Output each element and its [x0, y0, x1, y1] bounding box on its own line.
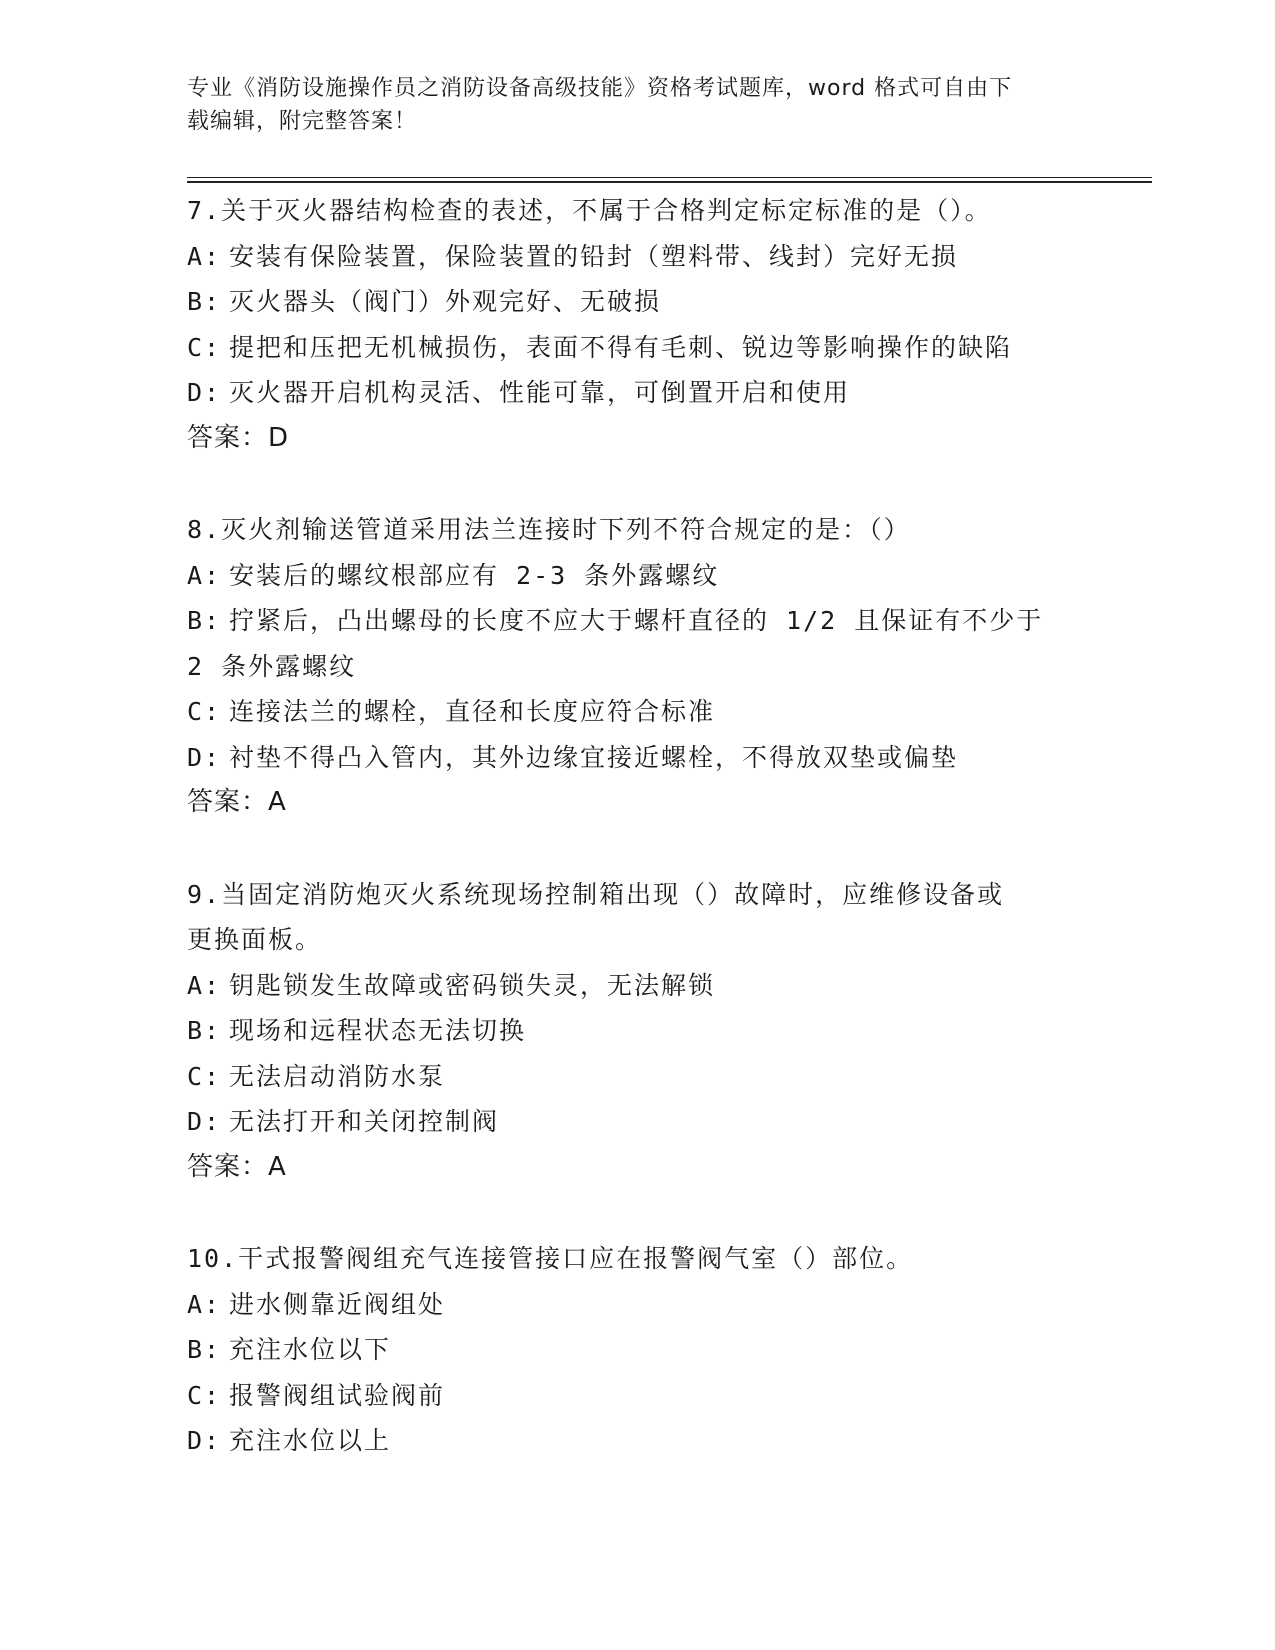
- option-letter: A:: [187, 560, 222, 590]
- answer-option: [187, 1282, 1077, 1328]
- answer-option: [187, 370, 1077, 416]
- option-letter: C:: [187, 697, 222, 726]
- answer-option: [187, 1373, 1077, 1419]
- answer-option: [187, 325, 1077, 371]
- option-text: 钥匙锁发生故障或密码锁失灵，无法解锁: [229, 970, 716, 1000]
- answer-key: 答案：A: [187, 1151, 287, 1182]
- option-letter: D:: [187, 1426, 222, 1455]
- answer-option: [187, 553, 1077, 599]
- question-stem: 9.当固定消防炮灭火系统现场控制箱出现（）故障时，应维修设备或: [187, 879, 1005, 909]
- header-line-2: 载编辑，附完整答案！: [187, 109, 418, 134]
- header-line-1: 专业《消防设施操作员之消防设备高级技能》资格考试题库，word 格式可自由下: [187, 76, 1013, 101]
- answer-option: [187, 1054, 1077, 1100]
- option-text: 拧紧后，凸出螺母的长度不应大于螺杆直径的 1/2 且保证有不少于: [229, 606, 1044, 635]
- option-text: 安装有保险装置，保险装置的铅封（塑料带、线封）完好无损: [229, 241, 959, 271]
- option-letter: D:: [187, 1107, 222, 1136]
- answer-key: 答案：D: [187, 422, 290, 453]
- option-text: 衬垫不得凸入管内，其外边缘宜接近螺栓，不得放双垫或偏垫: [229, 742, 959, 772]
- option-letter: A:: [187, 970, 222, 1000]
- option-letter: C:: [187, 332, 222, 362]
- option-text-continuation: 2 条外露螺纹: [187, 651, 357, 681]
- option-text: 无法打开和关闭控制阀: [229, 1107, 500, 1136]
- option-letter: B:: [187, 1016, 222, 1045]
- question-stem: 10.干式报警阀组充气连接管接口应在报警阀气室（）部位。: [187, 1244, 914, 1273]
- answer-option: [187, 1099, 1077, 1145]
- option-text: 现场和远程状态无法切换: [229, 1016, 527, 1045]
- option-letter: B:: [187, 287, 222, 316]
- option-text: 灭火器开启机构灵活、性能可靠，可倒置开启和使用: [229, 378, 851, 407]
- option-letter: A:: [187, 1289, 222, 1319]
- option-text: 连接法兰的螺栓，直径和长度应符合标准: [229, 697, 716, 726]
- option-letter: B:: [187, 1335, 222, 1364]
- option-text: 充注水位以下: [229, 1335, 392, 1364]
- answer-option: [187, 279, 1077, 325]
- answer-option: [187, 1418, 1077, 1464]
- question-stem: 更换面板。: [187, 925, 323, 954]
- answer-option: [187, 1008, 1077, 1054]
- answer-option: [187, 689, 1077, 735]
- question-stem: 8.灭火剂输送管道采用法兰连接时下列不符合规定的是：（）: [187, 515, 911, 544]
- option-letter: D:: [187, 378, 222, 407]
- option-letter: B:: [187, 606, 222, 635]
- option-text: 提把和压把无机械损伤，表面不得有毛刺、锐边等影响操作的缺陷: [229, 332, 1013, 362]
- question-block: [187, 507, 1077, 826]
- option-text: 报警阀组试验阀前: [229, 1380, 446, 1410]
- option-letter: C:: [187, 1380, 222, 1410]
- answer-key: 答案：A: [187, 787, 287, 817]
- answer-option: [187, 1327, 1077, 1373]
- option-text: 进水侧靠近阀组处: [229, 1289, 446, 1319]
- question-list: [187, 188, 1077, 1510]
- option-text: 灭火器头（阀门）外观完好、无破损: [229, 287, 662, 316]
- option-text: 安装后的螺纹根部应有 2-3 条外露螺纹: [229, 560, 720, 590]
- option-text: 充注水位以上: [229, 1426, 392, 1455]
- option-letter: A:: [187, 241, 222, 271]
- answer-option: [187, 598, 1077, 644]
- option-letter: D:: [187, 742, 222, 772]
- document-header: [187, 72, 1067, 138]
- header-divider-thin: [187, 177, 1152, 178]
- question-block: [187, 872, 1077, 1191]
- question-stem: 7.关于灭火器结构检查的表述，不属于合格判定标定标准的是（）。: [187, 196, 992, 225]
- question-block: [187, 188, 1077, 461]
- option-text: 无法启动消防水泵: [229, 1061, 446, 1091]
- question-block: [187, 1236, 1077, 1464]
- option-letter: C:: [187, 1061, 222, 1091]
- header-divider-thick: [187, 181, 1152, 183]
- answer-option: [187, 735, 1077, 781]
- answer-option: [187, 234, 1077, 280]
- answer-option: [187, 963, 1077, 1009]
